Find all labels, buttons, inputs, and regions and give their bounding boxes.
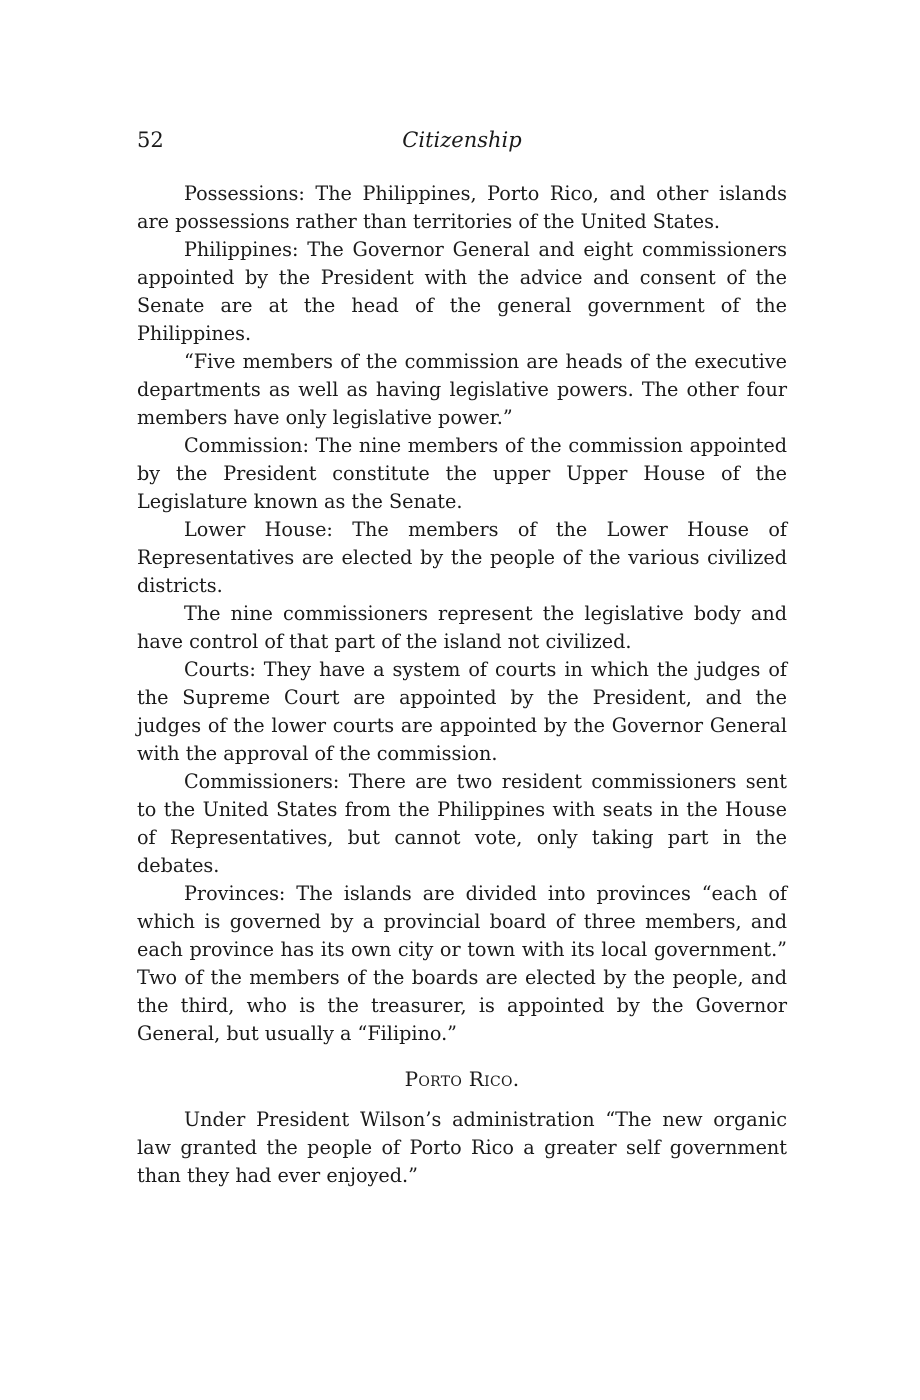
- page-number: 52: [137, 128, 164, 152]
- paragraph-nine-commissioners: The nine commissioners represent the legislative body and have control of that part of the island not civilized.: [137, 602, 787, 653]
- page-header: [137, 128, 787, 160]
- paragraph-wilson-administration: Under President Wilson’s administration “The new organic law granted the people of Porto Rico a greater self government than they had ever enjoyed.”: [137, 1108, 787, 1187]
- running-title: Citizenship: [402, 128, 522, 152]
- section-heading-porto-rico: Porto Rico.: [404, 1067, 520, 1091]
- paragraph-commission: Commission: The nine members of the commission appointed by the President constitute the upper Upper House of the Legislature known as the Senate.: [137, 434, 787, 513]
- paragraph-provinces: Provinces: The islands are divided into provinces “each of which is governed by a provincial board of three members, and each province has its own city or town with its local government.” Two of the members of the boards are elected by the people, and the third, who is the treasurer, is appointed by the Governor General, but usually a “Filipino.”: [137, 882, 787, 1045]
- paragraph-possessions: Possessions: The Philippines, Porto Rico, and other islands are possessions rather than territories of the United States.: [137, 182, 787, 233]
- paragraph-five-members-quote: “Five members of the commission are heads of the executive departments as well as having legislative powers. The other four members have only legislative power.”: [137, 350, 787, 429]
- paragraph-commissioners: Commissioners: There are two resident commissioners sent to the United States from the Philippines with seats in the House of Representatives, but cannot vote, only taking part in the debates.: [137, 770, 787, 877]
- paragraph-lower-house: Lower House: The members of the Lower House of Representatives are elected by the people of the various civilized districts.: [137, 518, 787, 597]
- paragraph-philippines: Philippines: The Governor General and eight commissioners appointed by the President with the advice and consent of the Senate are at the head of the general government of the Philippines.: [137, 238, 787, 345]
- paragraph-courts: Courts: They have a system of courts in which the judges of the Supreme Court are appointed by the President, and the judges of the lower courts are appointed by the Governor General with the approval of the commission.: [137, 658, 787, 765]
- page-body: [137, 180, 787, 1190]
